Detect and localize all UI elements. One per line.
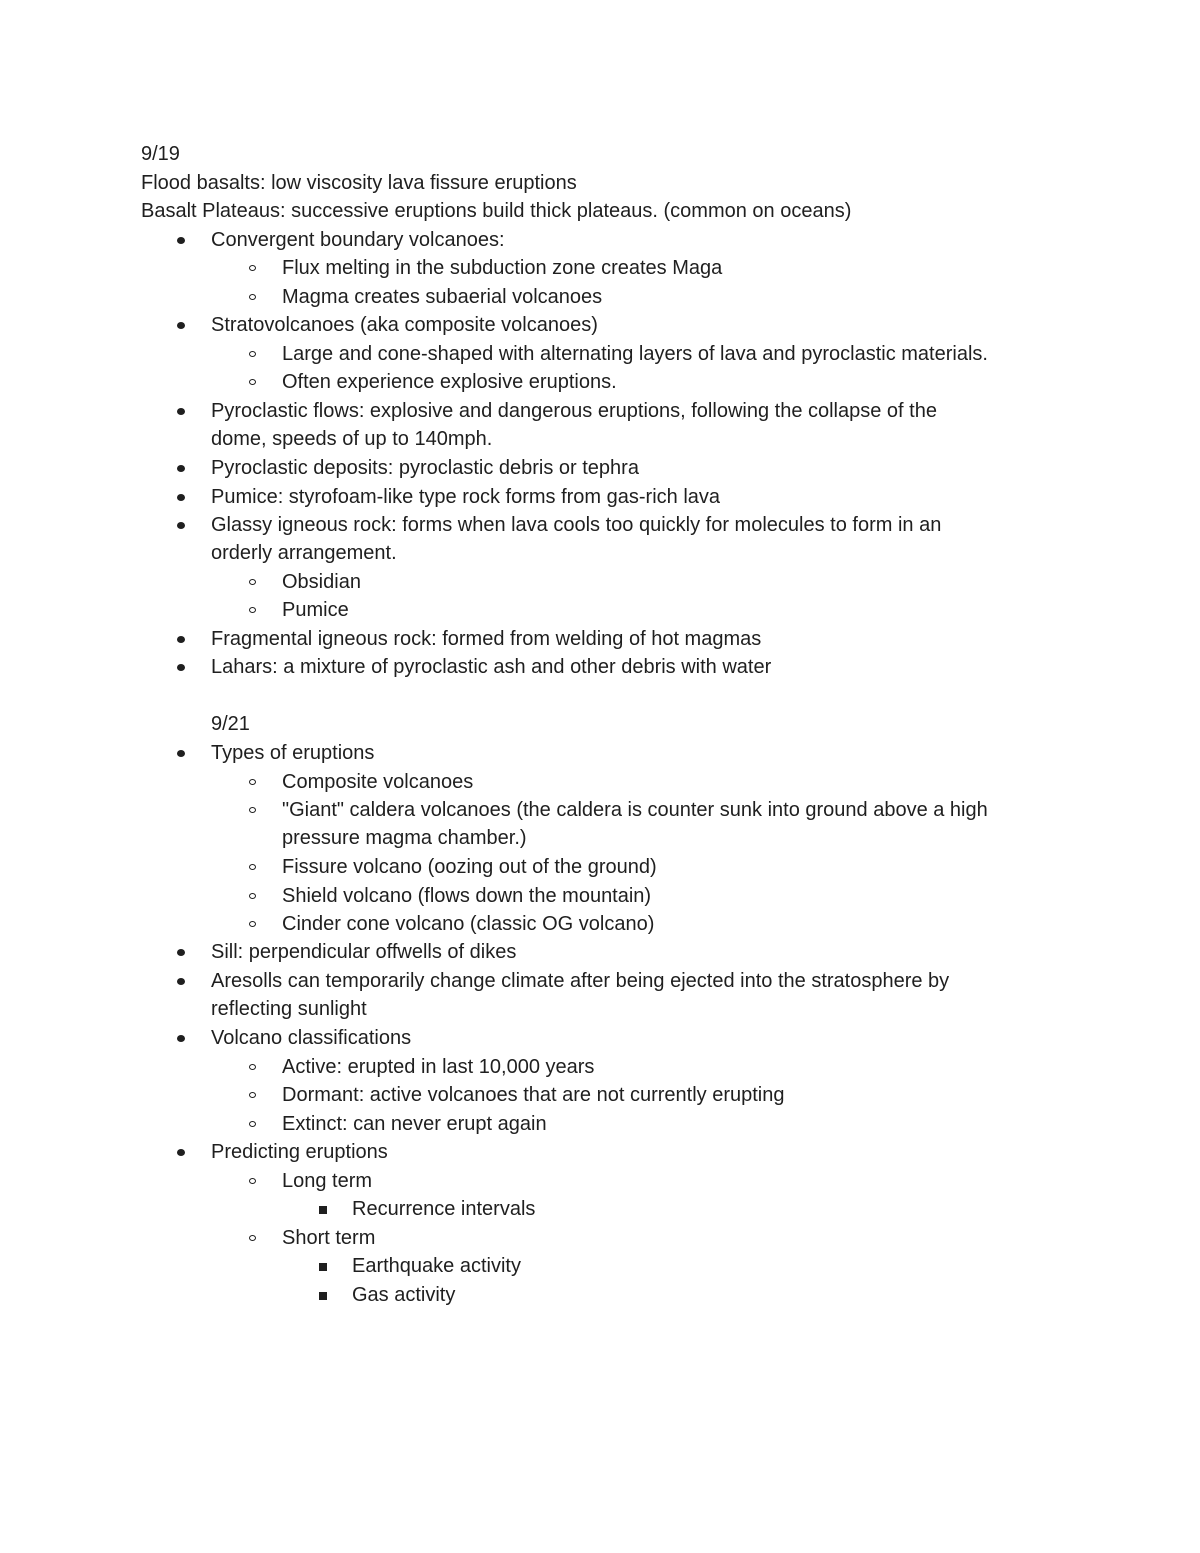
list-item: Magma creates subaerial volcanoes (282, 286, 603, 308)
list-item: "Giant" caldera volcanoes (the caldera is counter sunk into ground above a high (282, 799, 988, 821)
list-item: Glassy igneous rock: forms when lava cools too quickly for molecules to form in an (211, 514, 942, 536)
list-item: Extinct: can never erupt again (282, 1113, 547, 1135)
list-item: Aresolls can temporarily change climate after being ejected into the stratosphere by (211, 970, 950, 992)
list-item-continuation: reflecting sunlight (211, 998, 367, 1020)
bullet-circle-icon (249, 864, 256, 870)
bullet-circle-icon (249, 1235, 256, 1241)
bullet-dot-icon (177, 1035, 185, 1042)
list-item: Convergent boundary volcanoes: (211, 229, 505, 251)
bullet-dot-icon (177, 664, 185, 671)
bullet-circle-icon (249, 265, 256, 271)
list-item: Shield volcano (flows down the mountain) (282, 885, 652, 907)
bullet-circle-icon (249, 1178, 256, 1184)
bullet-circle-icon (249, 779, 256, 785)
date-heading: 9/21 (211, 713, 250, 735)
list-item: Composite volcanoes (282, 771, 474, 793)
list-item: Gas activity (352, 1284, 456, 1306)
list-item: Lahars: a mixture of pyroclastic ash and other debris with water (211, 656, 772, 678)
list-item: Pumice (282, 599, 349, 621)
bullet-circle-icon (249, 921, 256, 927)
list-item: Earthquake activity (352, 1255, 521, 1277)
list-item: Flux melting in the subduction zone creates Maga (282, 257, 723, 279)
bullet-circle-icon (249, 1121, 256, 1127)
list-item: Fissure volcano (oozing out of the ground) (282, 856, 657, 878)
list-item: Pumice: styrofoam-like type rock forms from gas-rich lava (211, 486, 721, 508)
list-item: Stratovolcanoes (aka composite volcanoes) (211, 314, 598, 336)
bullet-dot-icon (177, 494, 185, 501)
list-item: Long term (282, 1170, 373, 1192)
list-item-continuation: pressure magma chamber.) (282, 827, 527, 849)
bullet-dot-icon (177, 408, 185, 415)
bullet-circle-icon (249, 1092, 256, 1098)
list-item: Pyroclastic flows: explosive and dangerous eruptions, following the collapse of the (211, 400, 937, 422)
list-item: Fragmental igneous rock: formed from welding of hot magmas (211, 628, 762, 650)
bullet-dot-icon (177, 636, 185, 643)
list-item: Large and cone-shaped with alternating layers of lava and pyroclastic materials. (282, 343, 988, 365)
bullet-circle-icon (249, 379, 256, 385)
bullet-circle-icon (249, 807, 256, 813)
list-item: Short term (282, 1227, 376, 1249)
list-item: Obsidian (282, 571, 361, 593)
list-item: Pyroclastic deposits: pyroclastic debris or tephra (211, 457, 639, 479)
bullet-circle-icon (249, 893, 256, 899)
list-item: Often experience explosive eruptions. (282, 371, 617, 393)
bullet-circle-icon (249, 351, 256, 357)
bullet-square-icon (319, 1206, 327, 1214)
bullet-dot-icon (177, 322, 185, 329)
list-item: Types of eruptions (211, 742, 375, 764)
bullet-circle-icon (249, 607, 256, 613)
bullet-dot-icon (177, 522, 185, 529)
bullet-dot-icon (177, 949, 185, 956)
text-line: Flood basalts: low viscosity lava fissure eruptions (141, 172, 577, 194)
list-item: Dormant: active volcanoes that are not currently erupting (282, 1084, 785, 1106)
text-line: Basalt Plateaus: successive eruptions build thick plateaus. (common on oceans) (141, 200, 852, 222)
list-item: Active: erupted in last 10,000 years (282, 1056, 595, 1078)
bullet-dot-icon (177, 750, 185, 757)
bullet-square-icon (319, 1292, 327, 1300)
list-item-continuation: dome, speeds of up to 140mph. (211, 428, 493, 450)
date-heading: 9/19 (141, 143, 180, 165)
bullet-dot-icon (177, 978, 185, 985)
list-item: Predicting eruptions (211, 1141, 388, 1163)
list-item: Recurrence intervals (352, 1198, 536, 1220)
bullet-square-icon (319, 1263, 327, 1271)
list-item: Volcano classifications (211, 1027, 412, 1049)
list-item: Cinder cone volcano (classic OG volcano) (282, 913, 655, 935)
bullet-dot-icon (177, 237, 185, 244)
list-item: Sill: perpendicular offwells of dikes (211, 941, 517, 963)
bullet-circle-icon (249, 1064, 256, 1070)
bullet-dot-icon (177, 1149, 185, 1156)
bullet-circle-icon (249, 579, 256, 585)
list-item-continuation: orderly arrangement. (211, 542, 397, 564)
bullet-circle-icon (249, 294, 256, 300)
bullet-dot-icon (177, 465, 185, 472)
